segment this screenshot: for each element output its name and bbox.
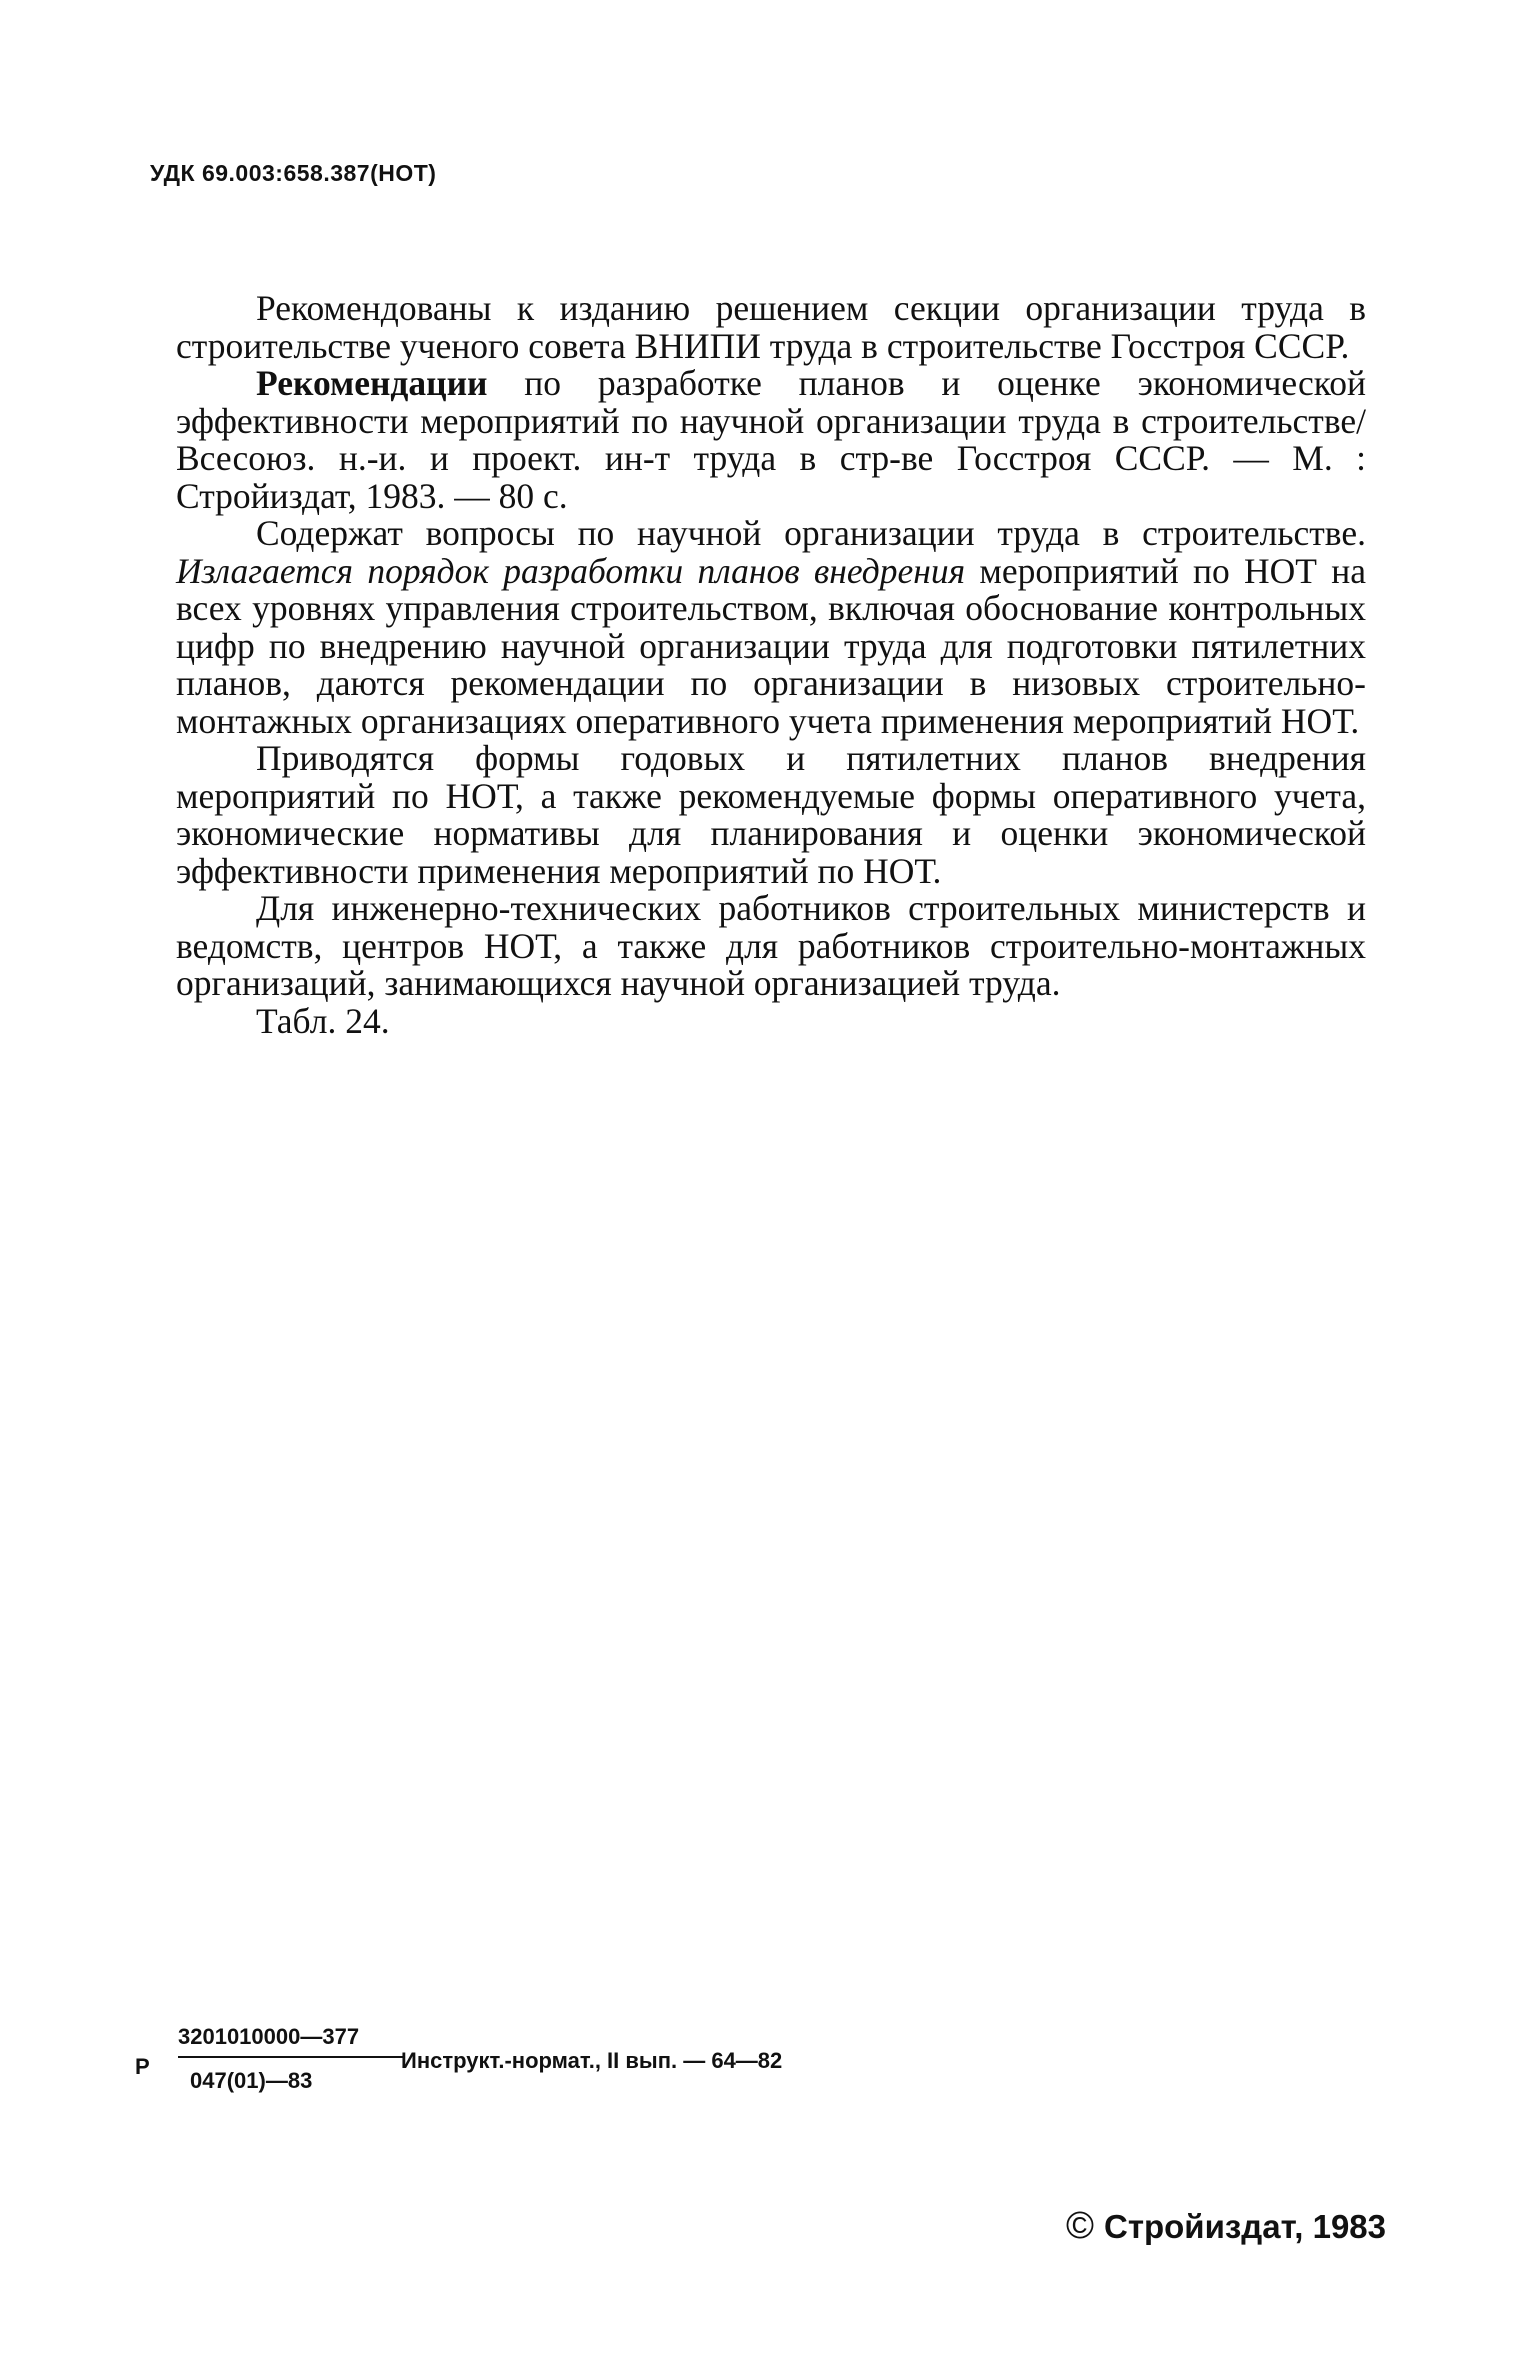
audience-paragraph: Для инженерно-технических работников строительных министерств и ведомств, центров НОТ, а также для работников строительно-монтажных организаций, занимающихся научной организацией труда.: [176, 888, 1366, 1003]
recommendation-paragraph: Рекомендованы к изданию решением секции организации труда в строительстве ученого совета ВНИПИ труда в строительстве Госстроя СССР.: [176, 288, 1366, 366]
abstract-paragraph-2: Приводятся формы годовых и пятилетних планов внедрения мероприятий по НОТ, а также рекомендуемые формы оперативного учета, экономические нормативы для планирования и оценки экономической эффективности применения мероприятий по НОТ.: [176, 738, 1366, 891]
book-title: Рекомендации: [256, 363, 488, 403]
bibliographic-record: [176, 365, 1366, 515]
udk-code: УДК 69.003:658.387(НОТ): [150, 160, 437, 186]
code-denominator: 047(01)—83: [190, 2068, 313, 2093]
code-suffix: Инструкт.-нормат., II вып. — 64—82: [401, 2048, 783, 2073]
publication-code: [135, 2010, 1035, 2100]
tables-count: Табл. 24.: [256, 1000, 390, 1041]
abstract-p1-start: Содержат вопросы по научной организации труда в строительстве.: [256, 513, 1366, 553]
code-numerator: 3201010000—377: [178, 2024, 360, 2049]
abstract-p1-italic: Излагается порядок разработки планов внедрения: [176, 550, 966, 591]
fraction-line: [178, 2056, 403, 2058]
bibliographic-details: по разработке планов и оценке экономической эффективности мероприятий по научной организации труда в строительстве/Всесоюз. н.-и. и проект. ин-т труда в стр-ве Госстроя СССР. — М. : Стройиздат, 1983. — 80 с.: [176, 363, 1366, 516]
code-prefix: Р: [135, 2054, 150, 2079]
copyright-notice: [1066, 2205, 1386, 2248]
abstract-p1-end: мероприятий по НОТ на всех уровнях управления строительством, включая обоснование контрольных цифр по внедрению научной организации труда для подготовки пятилетних планов, даются рекомендации по организации в низовых строительно-монтажных организациях оперативного учета применения мероприятий НОТ.: [176, 550, 1366, 741]
abstract-paragraph-1: [176, 515, 1366, 740]
annotation-block: [176, 290, 1366, 1040]
copyright-text: Стройиздат, 1983: [1103, 2208, 1386, 2245]
copyright-icon: ©: [1065, 2205, 1094, 2247]
